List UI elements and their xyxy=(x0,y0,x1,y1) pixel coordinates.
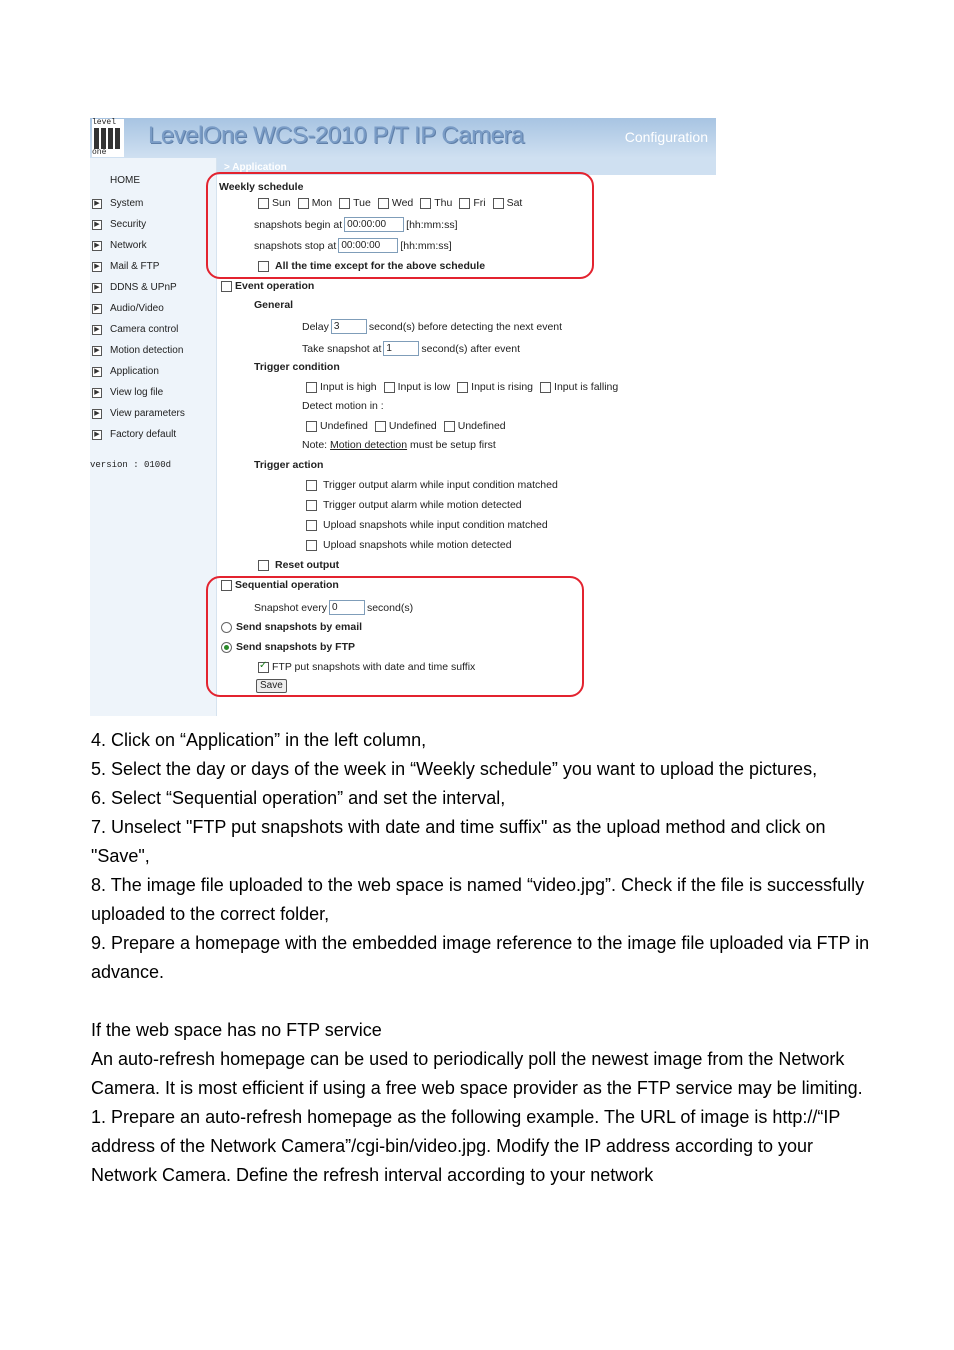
stop-time-input[interactable]: 00:00:00 xyxy=(338,238,398,253)
window-label: Undefined xyxy=(457,420,506,432)
note-prefix: Note: xyxy=(302,439,331,451)
delay-input[interactable]: 3 xyxy=(331,319,367,334)
sidebar-item-label: View log file xyxy=(110,387,164,398)
action-row-4 xyxy=(306,539,512,551)
logo-grid-icon xyxy=(94,128,121,149)
motion-windows xyxy=(306,420,506,432)
highlight-sequential-operation xyxy=(206,576,584,697)
sidebar-menu xyxy=(92,193,185,445)
take-snapshot-suffix: second(s) after event xyxy=(421,342,521,355)
input-label: Input is high xyxy=(320,381,377,393)
instruction-text xyxy=(91,726,881,1190)
sidebar-item-label: View parameters xyxy=(110,408,185,419)
action-row-2 xyxy=(306,499,522,511)
day-label: Sun xyxy=(272,197,291,209)
checkbox-input-falling[interactable] xyxy=(540,382,551,393)
arrow-icon: ▶ xyxy=(92,346,102,356)
day-label: Tue xyxy=(353,197,371,209)
instruction-step: 7. Unselect "FTP put snapshots with date and time suffix" as the upload method and click on "Save", xyxy=(91,817,826,866)
motion-note xyxy=(302,439,496,451)
take-snapshot-label: Take snapshot at xyxy=(302,342,382,355)
checkbox-upload-motion[interactable] xyxy=(306,540,317,551)
arrow-icon: ▶ xyxy=(92,367,102,377)
input-label: Input is rising xyxy=(471,381,534,393)
action-row-3 xyxy=(306,519,548,531)
weekly-schedule-title: Weekly schedule xyxy=(219,181,304,193)
arrow-icon: ▶ xyxy=(92,430,102,440)
section-body: An auto-refresh homepage can be used to periodically poll the newest image from the Network Camera. It is most efficient if using a free web space provider as the FTP service may be limiting. xyxy=(91,1049,863,1098)
arrow-icon: ▶ xyxy=(92,304,102,314)
product-title: LevelOne WCS-2010 P/T IP Camera xyxy=(148,122,524,149)
arrow-icon: ▶ xyxy=(92,262,102,272)
sidebar-item-label: Network xyxy=(110,240,147,251)
sidebar-item-audio-video[interactable] xyxy=(92,298,185,319)
sidebar-item-label: Factory default xyxy=(110,429,177,440)
day-label: Wed xyxy=(391,197,414,209)
delay-row xyxy=(302,319,562,334)
checkbox-window-2[interactable] xyxy=(375,421,386,432)
begin-time-input[interactable]: 00:00:00 xyxy=(344,217,404,232)
arrow-icon: ▶ xyxy=(92,220,102,230)
window-label: Undefined xyxy=(388,420,437,432)
instruction-step: 1. Prepare an auto-refresh homepage as the following example. The URL of image is http://“IP address of the Network Camera”/cgi-bin/video.jpg. Modify the IP address according to your Network Camera. Define the refresh interval according to your network xyxy=(91,1107,841,1185)
sidebar-item-label: System xyxy=(110,198,144,209)
stop-label: snapshots stop at xyxy=(254,239,337,252)
sidebar-item-label: DDNS & UPnP xyxy=(110,282,177,293)
motion-detection-link[interactable]: Motion detection xyxy=(330,439,408,451)
configuration-link[interactable]: Configuration xyxy=(624,129,708,145)
sidebar-item-label: Mail & FTP xyxy=(110,261,160,272)
sidebar-item-network[interactable] xyxy=(92,235,185,256)
sidebar-item-camera-control[interactable] xyxy=(92,319,185,340)
sidebar-item-view-parameters[interactable] xyxy=(92,403,185,424)
sidebar-item-application[interactable] xyxy=(92,361,185,382)
sidebar-item-view-log-file[interactable] xyxy=(92,382,185,403)
sidebar-item-security[interactable] xyxy=(92,214,185,235)
snapshot-every-input[interactable]: 0 xyxy=(329,600,365,615)
action-row-1 xyxy=(306,479,558,491)
checkbox-alarm-input[interactable] xyxy=(306,480,317,491)
reset-output-row xyxy=(258,559,339,571)
trigger-action-heading: Trigger action xyxy=(254,459,324,471)
sequential-operation-label: Sequential operation xyxy=(235,579,339,591)
event-operation-row xyxy=(221,280,314,292)
time-format-label: [hh:mm:ss] xyxy=(406,218,458,231)
checkbox-upload-input[interactable] xyxy=(306,520,317,531)
instruction-step: 9. Prepare a homepage with the embedded image reference to the image file uploaded via FTP in advance. xyxy=(91,933,870,982)
version-label: version : 0100d xyxy=(90,460,172,470)
logo-text-bottom: one xyxy=(92,148,107,157)
event-operation-label: Event operation xyxy=(235,280,315,292)
arrow-icon: ▶ xyxy=(92,388,102,398)
checkbox-reset-output[interactable] xyxy=(258,560,269,571)
checkbox-event-operation[interactable] xyxy=(221,281,232,292)
day-label: Sat xyxy=(506,197,523,209)
sidebar-item-ddns-upnp[interactable] xyxy=(92,277,185,298)
detect-motion-label: Detect motion in : xyxy=(302,400,384,412)
reset-output-label: Reset output xyxy=(275,559,340,571)
input-label: Input is low xyxy=(397,381,451,393)
take-snapshot-input[interactable]: 1 xyxy=(383,341,419,356)
logo-text-top: level xyxy=(92,118,117,127)
snapshot-every-label: Snapshot every xyxy=(254,601,327,614)
delay-suffix: second(s) before detecting the next event xyxy=(368,320,563,333)
action-label: Upload snapshots while motion detected xyxy=(323,539,512,551)
checkbox-input-high[interactable] xyxy=(306,382,317,393)
header-bar xyxy=(90,118,716,158)
instruction-step: 8. The image file uploaded to the web space is named “video.jpg”. Check if the file is successfully uploaded to the correct folder, xyxy=(91,875,865,924)
section-heading: If the web space has no FTP service xyxy=(91,1020,382,1040)
note-suffix: must be setup first xyxy=(407,439,496,451)
arrow-icon: ▶ xyxy=(92,199,102,209)
checkbox-alarm-motion[interactable] xyxy=(306,500,317,511)
save-button[interactable]: Save xyxy=(256,679,287,693)
checkbox-input-low[interactable] xyxy=(384,382,395,393)
sidebar-item-label: Audio/Video xyxy=(110,303,164,314)
send-email-label: Send snapshots by email xyxy=(236,621,363,633)
sidebar-item-label: Motion detection xyxy=(110,345,184,356)
input-conditions xyxy=(306,381,618,393)
instruction-step: 6. Select “Sequential operation” and set the interval, xyxy=(91,788,506,808)
trigger-condition-heading: Trigger condition xyxy=(254,361,340,373)
levelone-logo xyxy=(92,119,124,157)
delay-label: Delay xyxy=(302,320,329,333)
breadcrumb: > Application xyxy=(224,162,287,173)
sidebar-item-label: Application xyxy=(110,366,159,377)
action-label: Upload snapshots while input condition matched xyxy=(323,519,548,531)
day-label: Fri xyxy=(473,197,486,209)
instruction-step: 5. Select the day or days of the week in “Weekly schedule” you want to upload the pictures, xyxy=(91,759,818,779)
ftp-suffix-label: FTP put snapshots with date and time suffix xyxy=(272,661,476,673)
begin-label: snapshots begin at xyxy=(254,218,343,231)
snapshot-every-suffix: second(s) xyxy=(366,601,414,614)
action-label: Trigger output alarm while input condition matched xyxy=(323,479,558,491)
sidebar-item-label: Camera control xyxy=(110,324,179,335)
highlight-weekly-schedule xyxy=(206,172,594,279)
arrow-icon: ▶ xyxy=(92,409,102,419)
arrow-icon: ▶ xyxy=(92,325,102,335)
sidebar-item-motion-detection[interactable] xyxy=(92,340,185,361)
except-label: All the time except for the above schedule xyxy=(275,260,486,272)
instruction-step: 4. Click on “Application” in the left column, xyxy=(91,730,427,750)
day-label: Mon xyxy=(311,197,333,209)
sidebar-item-label: Security xyxy=(110,219,147,230)
sidebar-item-factory-default[interactable] xyxy=(92,424,185,445)
sidebar-home-link[interactable]: HOME xyxy=(110,175,140,186)
checkbox-window-3[interactable] xyxy=(444,421,455,432)
arrow-icon: ▶ xyxy=(92,283,102,293)
take-snapshot-row xyxy=(302,341,520,356)
arrow-icon: ▶ xyxy=(92,241,102,251)
general-heading: General xyxy=(254,299,294,311)
input-label: Input is falling xyxy=(554,381,619,393)
day-label: Thu xyxy=(434,197,453,209)
sidebar-item-system[interactable] xyxy=(92,193,185,214)
sidebar-item-mail-ftp[interactable] xyxy=(92,256,185,277)
time-format-label: [hh:mm:ss] xyxy=(400,239,452,252)
action-label: Trigger output alarm while motion detected xyxy=(323,499,522,511)
checkbox-window-1[interactable] xyxy=(306,421,317,432)
send-ftp-label: Send snapshots by FTP xyxy=(236,641,356,653)
checkbox-input-rising[interactable] xyxy=(457,382,468,393)
window-label: Undefined xyxy=(320,420,368,432)
sidebar xyxy=(90,158,217,716)
